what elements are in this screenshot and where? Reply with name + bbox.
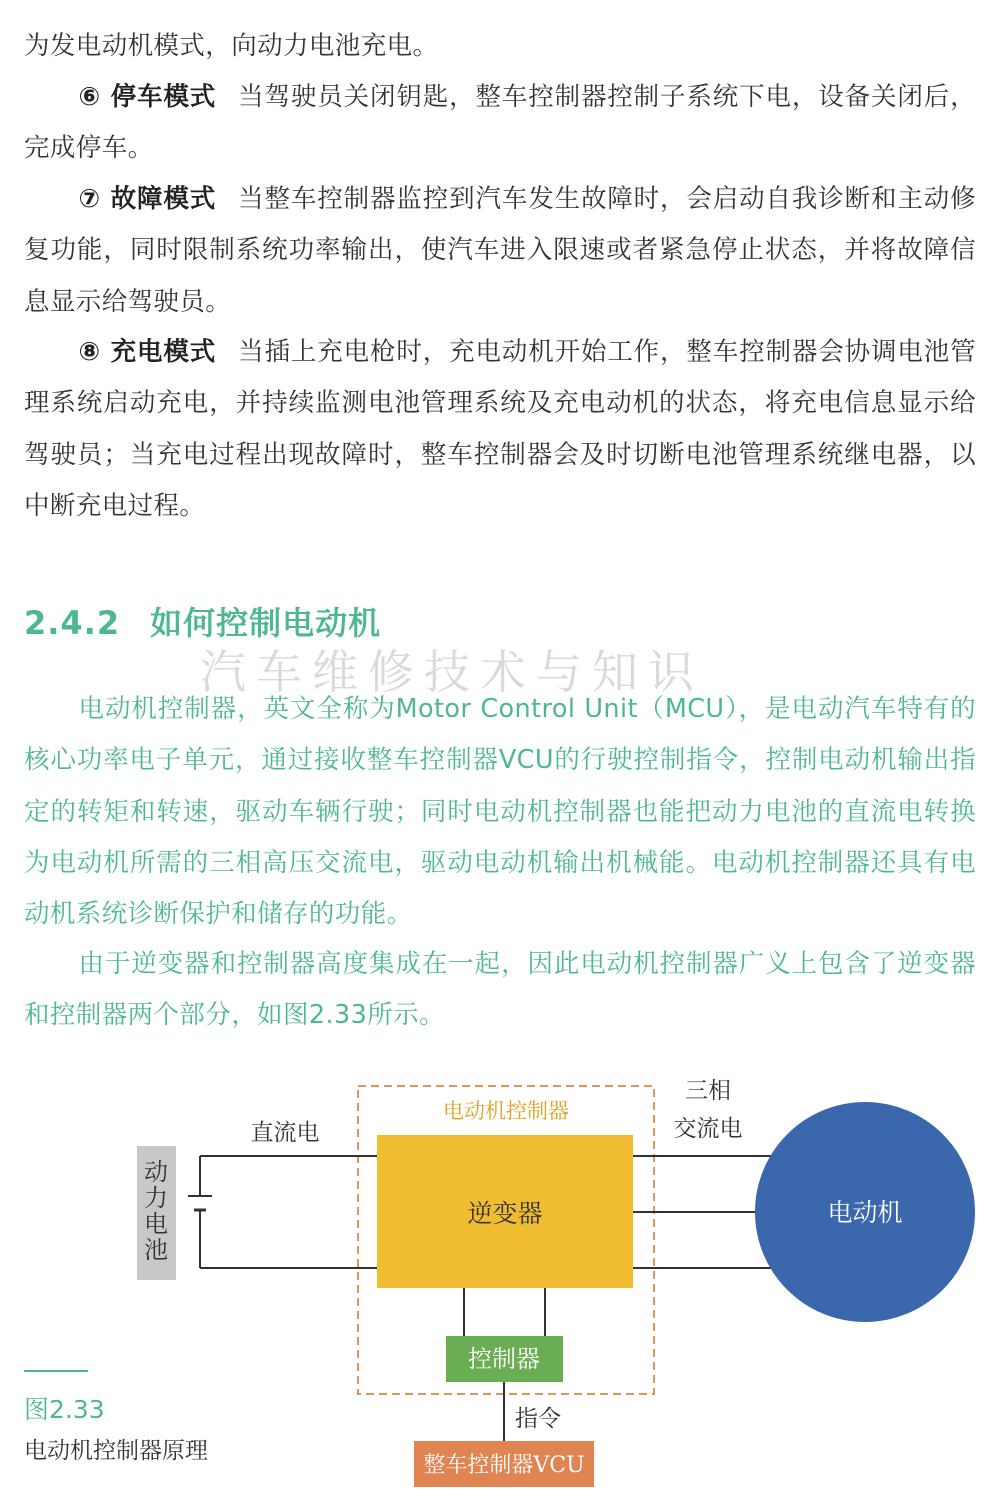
battery-label-1: 动 [144, 1158, 168, 1186]
mcu-label: 电动机控制器 [443, 1099, 569, 1123]
paragraph-text: 电动机控制器，英文全称为Motor Control Unit（MCU），是电动汽车特有的核心功率电子单元，通过接收整车控制器VCU的行驶控制指令，控制电动机输出指定的转矩和转速，驱动车辆行驶；同时电动机控制器也能把动力电池的直流电转换为电动机所需的三相高压交流电，驱动电动机输出机械能。电动机控制器还具有电动机系统诊断保护和储存的功能。 [24, 694, 976, 930]
term-fault-mode: ⑦ 故障模式 [78, 184, 217, 214]
battery-label-4: 池 [144, 1236, 168, 1264]
paragraph-text: 当整车控制器监控到汽车发生故障时，会启动自我诊断和主动修复功能，同时限制系统功率输出，使汽车进入限速或者紧急停止状态，并将故障信息显示给驾驶员。 [24, 184, 977, 317]
caption-rule [24, 1370, 88, 1372]
motor-label: 电动机 [827, 1198, 903, 1227]
dc-label: 直流电 [250, 1120, 320, 1146]
battery-label-3: 电 [144, 1210, 168, 1238]
ac-label-line-2: 交流电 [673, 1116, 743, 1142]
figure-number: 图2.33 [24, 1395, 105, 1424]
paragraph-text: 当插上充电枪时，充电动机开始工作，整车控制器会协调电池管理系统启动充电，并持续监测电池管理系统及充电动机的状态，将充电信息显示给驾驶员；当充电过程出现故障时，整车控制器会及时切断电池管理系统继电器，以中断充电过程。 [24, 337, 977, 521]
ac-label-line-1: 三相 [685, 1078, 731, 1104]
watermark: 汽车维修技术与知识 [200, 645, 704, 699]
vcu-label: 整车控制器VCU [423, 1453, 585, 1478]
term-parking-mode: ⑥ 停车模式 [78, 82, 217, 112]
inverter-label: 逆变器 [467, 1199, 543, 1228]
section-title: 如何控制电动机 [150, 604, 382, 642]
paragraph-text: 由于逆变器和控制器高度集成在一起，因此电动机控制器广义上包含了逆变器和控制器两个部分，如图2.33所示。 [24, 949, 976, 1031]
paragraph-text: 当驾驶员关闭钥匙，整车控制器控制子系统下电，设备关闭后，完成停车。 [24, 82, 977, 164]
section-number: 2.4.2 [24, 604, 121, 642]
battery-label-2: 力 [144, 1184, 168, 1212]
controller-label: 控制器 [468, 1345, 540, 1373]
paragraph-text: 为发电动机模式，向动力电池充电。 [24, 31, 439, 61]
figure-caption: 电动机控制器原理 [24, 1438, 208, 1464]
command-label: 指令 [515, 1406, 561, 1432]
term-charging-mode: ⑧ 充电模式 [78, 337, 217, 367]
